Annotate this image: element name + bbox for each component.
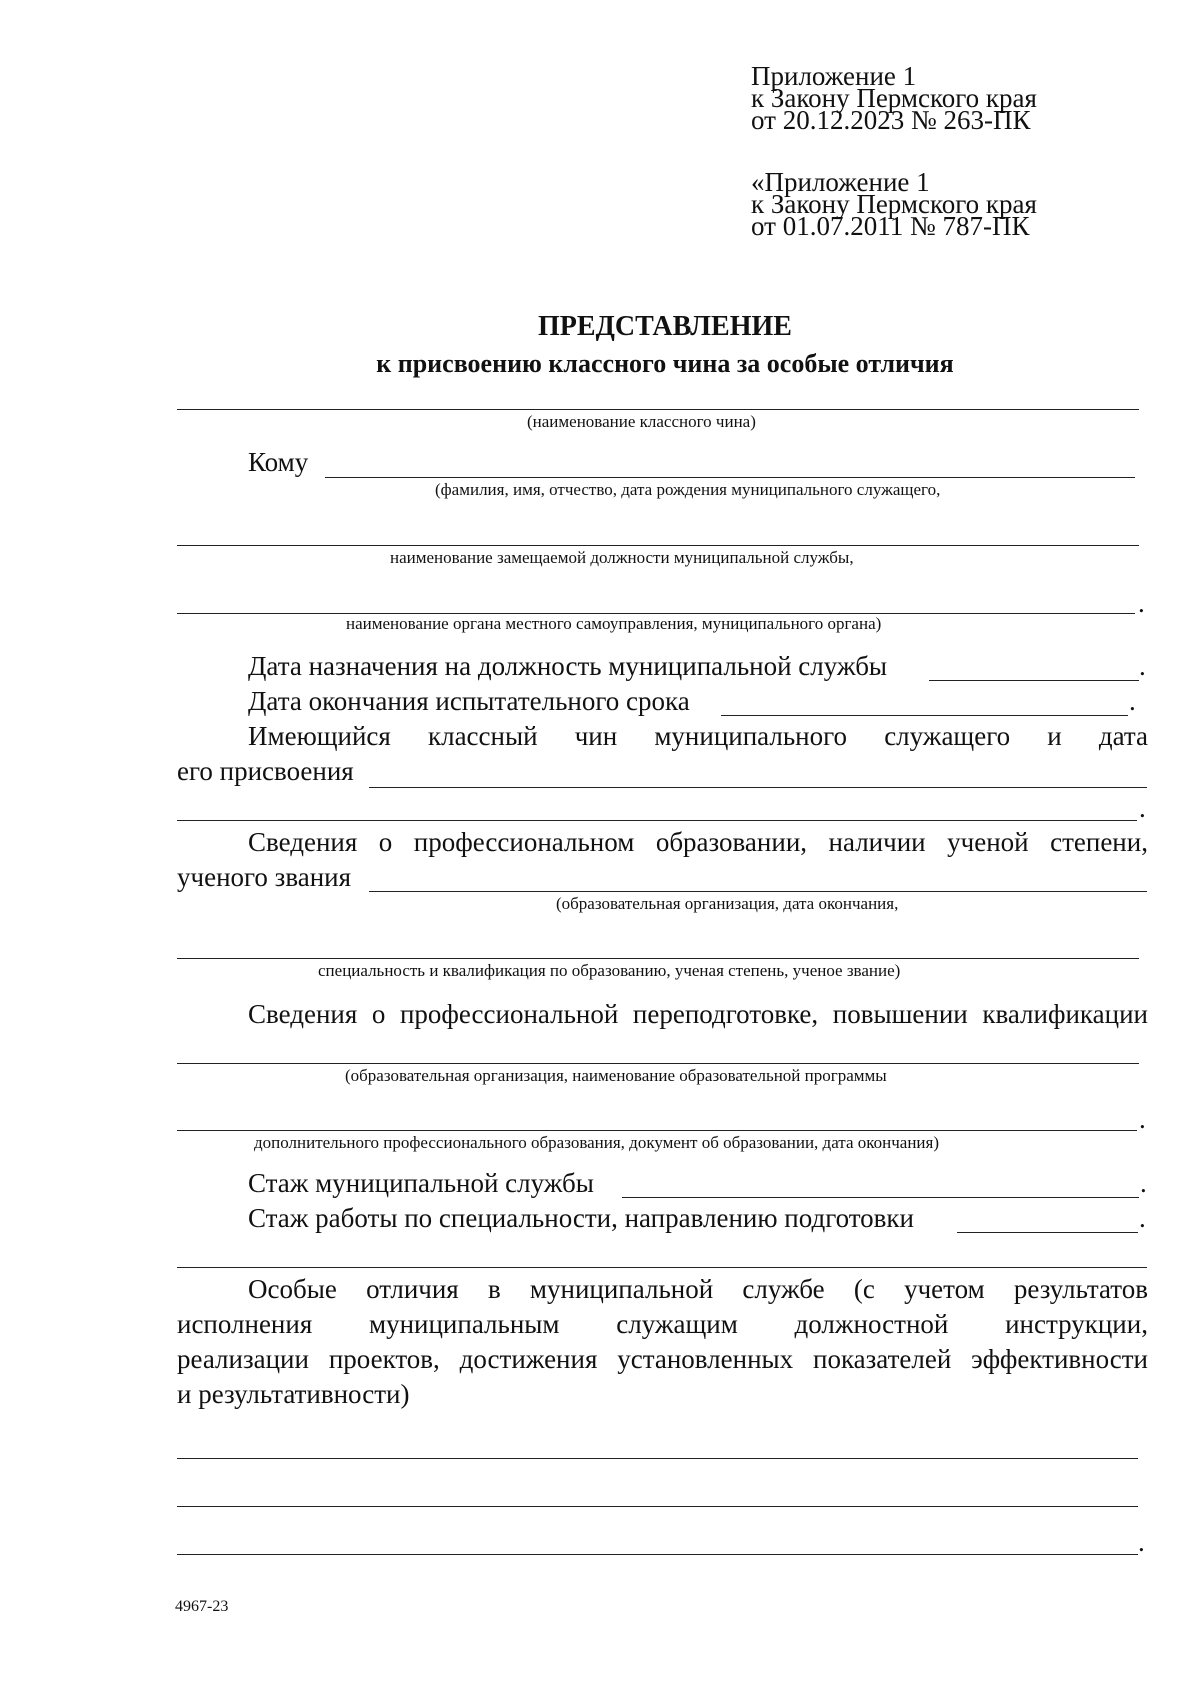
period: . <box>1139 651 1146 681</box>
retraining-org-caption: (образовательная организация, наименование образовательной программы <box>345 1066 887 1085</box>
distinctions-text-line-4: и результативности) <box>177 1379 410 1409</box>
position-field[interactable] <box>177 545 1139 546</box>
probation-end-field[interactable] <box>721 715 1128 716</box>
appendix-block-current <box>751 61 1037 135</box>
whom-field[interactable] <box>325 477 1135 478</box>
retraining-field[interactable] <box>177 1063 1139 1064</box>
document-subtitle: к присвоению классного чина за особые отличия <box>376 349 954 378</box>
period: . <box>1138 588 1145 618</box>
appointment-date-label: Дата назначения на должность муниципальной службы <box>248 651 888 681</box>
appendix-line: от 20.12.2023 № 263-ПК <box>751 105 1031 135</box>
distinctions-text-line-1: Особые отличия в муниципальной службе (с учетом результатов <box>248 1274 1148 1304</box>
appendix-line: к Закону Пермского края <box>751 189 1037 219</box>
period: . <box>1139 1203 1146 1233</box>
appendix-line: Приложение 1 <box>751 61 917 91</box>
service-length-label: Стаж муниципальной службы <box>248 1168 594 1198</box>
person-caption: (фамилия, имя, отчество, дата рождения муниципального служащего, <box>435 480 941 499</box>
education-field[interactable] <box>369 891 1147 892</box>
current-rank-label-cont: его присвоения <box>177 756 354 786</box>
document-number: 4967-23 <box>175 1598 229 1615</box>
distinctions-field-2[interactable] <box>177 1506 1138 1507</box>
position-caption: наименование замещаемой должности муниципальной службы, <box>390 548 854 567</box>
whom-label: Кому <box>248 447 309 477</box>
rank-name-field[interactable] <box>177 409 1139 410</box>
distinctions-field-1[interactable] <box>177 1458 1138 1459</box>
period: . <box>1138 1527 1145 1557</box>
education-org-caption: (образовательная организация, дата окончания, <box>556 894 899 913</box>
retraining-field-2[interactable] <box>177 1130 1137 1131</box>
distinctions-field-3[interactable] <box>177 1554 1138 1555</box>
current-rank-field-2[interactable] <box>177 820 1137 821</box>
appendix-line: к Закону Пермского края <box>751 83 1037 113</box>
rank-name-caption: (наименование классного чина) <box>527 412 756 431</box>
service-length-field[interactable] <box>622 1197 1139 1198</box>
period: . <box>1139 793 1146 823</box>
document-title: ПРЕДСТАВЛЕНИЕ <box>538 311 792 342</box>
education-field-2[interactable] <box>177 958 1139 959</box>
retraining-doc-caption: дополнительного профессионального образования, документ об образовании, дата окончания) <box>254 1133 940 1152</box>
period: . <box>1139 1104 1146 1134</box>
organ-caption: наименование органа местного самоуправления, муниципального органа) <box>346 614 882 633</box>
probation-end-label: Дата окончания испытательного срока <box>248 686 690 716</box>
appendix-line: от 01.07.2011 № 787-ПК <box>751 211 1030 241</box>
period: . <box>1129 686 1136 716</box>
distinctions-text-line-2: исполнения муниципальным служащим должностной инструкции, <box>177 1309 1148 1339</box>
education-label: Сведения о профессиональном образовании, наличии ученой степени, <box>248 827 1148 857</box>
appointment-date-field[interactable] <box>929 680 1139 681</box>
current-rank-field[interactable] <box>369 787 1147 788</box>
education-spec-caption: специальность и квалификация по образованию, ученая степень, ученое звание) <box>318 961 901 980</box>
period: . <box>1140 1168 1147 1198</box>
appendix-line: «Приложение 1 <box>751 167 930 197</box>
distinctions-text-line-3: реализации проектов, достижения установленных показателей эффективности <box>177 1344 1148 1374</box>
appendix-block-original <box>751 167 1037 241</box>
current-rank-label: Имеющийся классный чин муниципального служащего и дата <box>248 721 1148 751</box>
retraining-label: Сведения о профессиональной переподготовке, повышении квалификации <box>248 999 1148 1029</box>
education-label-cont: ученого звания <box>177 862 352 892</box>
specialty-length-label: Стаж работы по специальности, направлению подготовки <box>248 1203 914 1233</box>
specialty-length-field-2[interactable] <box>177 1267 1147 1268</box>
specialty-length-field[interactable] <box>957 1232 1138 1233</box>
